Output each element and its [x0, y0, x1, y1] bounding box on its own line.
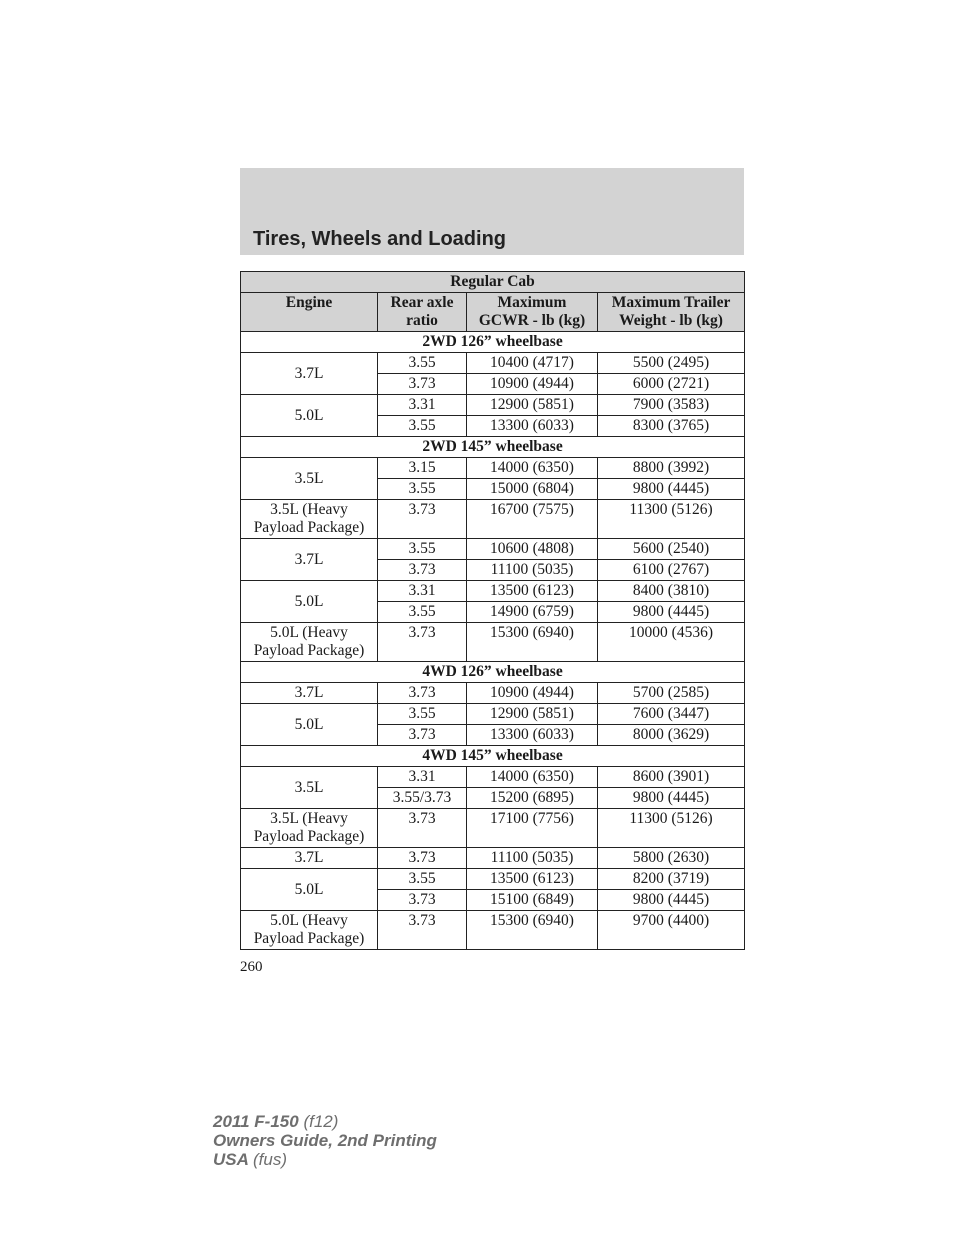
engine-cell: 5.0L [241, 869, 378, 911]
ratio-cell: 3.55 [378, 479, 467, 500]
table-row [241, 539, 745, 560]
page-number: 260 [240, 959, 263, 975]
footer-line-1: 2011 F-150 (f12) [213, 1112, 339, 1131]
header-engine: Engine [241, 293, 378, 332]
table-row [241, 458, 745, 479]
gcwr-cell: 15200 (6895) [467, 788, 598, 809]
gcwr-cell: 13500 (6123) [467, 869, 598, 890]
ratio-cell: 3.73 [378, 725, 467, 746]
footer-line-3: USA (fus) [213, 1150, 287, 1169]
gcwr-cell: 11100 (5035) [467, 848, 598, 869]
gcwr-cell: 15300 (6940) [467, 623, 598, 662]
gcwr-cell: 15100 (6849) [467, 890, 598, 911]
gcwr-cell: 13500 (6123) [467, 581, 598, 602]
engine-cell: 5.0L (Heavy Payload Package) [241, 623, 378, 662]
gcwr-cell: 13300 (6033) [467, 725, 598, 746]
gcwr-cell: 12900 (5851) [467, 704, 598, 725]
table-row [241, 395, 745, 416]
group-title: 4WD 145” wheelbase [241, 746, 745, 767]
gcwr-cell: 14000 (6350) [467, 767, 598, 788]
ratio-cell: 3.55 [378, 353, 467, 374]
trailer-weight-cell: 9800 (4445) [598, 788, 745, 809]
group-title: 2WD 145” wheelbase [241, 437, 745, 458]
table-row [241, 704, 745, 725]
engine-cell: 5.0L [241, 395, 378, 437]
trailer-weight-cell: 5700 (2585) [598, 683, 745, 704]
gcwr-cell: 13300 (6033) [467, 416, 598, 437]
table-row [241, 683, 745, 704]
footer [213, 1112, 437, 1169]
ratio-cell: 3.73 [378, 374, 467, 395]
trailer-weight-cell: 10000 (4536) [598, 623, 745, 662]
ratio-cell: 3.73 [378, 848, 467, 869]
gcwr-cell: 17100 (7756) [467, 809, 598, 848]
engine-cell: 3.7L [241, 848, 378, 869]
section-title: Tires, Wheels and Loading [253, 228, 507, 250]
header-max-trailer-weight: Maximum Trailer Weight - lb (kg) [598, 293, 745, 332]
table-row [241, 869, 745, 890]
group-row [241, 746, 745, 767]
table-row [241, 767, 745, 788]
trailer-weight-cell: 8300 (3765) [598, 416, 745, 437]
engine-cell: 3.5L (Heavy Payload Package) [241, 809, 378, 848]
engine-cell: 5.0L [241, 704, 378, 746]
gcwr-cell: 16700 (7575) [467, 500, 598, 539]
engine-cell: 3.7L [241, 353, 378, 395]
gcwr-cell: 14000 (6350) [467, 458, 598, 479]
table-row [241, 809, 745, 848]
ratio-cell: 3.55 [378, 416, 467, 437]
ratio-cell: 3.73 [378, 500, 467, 539]
gcwr-cell: 10900 (4944) [467, 683, 598, 704]
trailer-weight-cell: 11300 (5126) [598, 500, 745, 539]
trailer-weight-cell: 8800 (3992) [598, 458, 745, 479]
table-body [241, 332, 745, 950]
engine-cell: 5.0L [241, 581, 378, 623]
engine-cell: 3.7L [241, 539, 378, 581]
table-row [241, 623, 745, 662]
gcwr-cell: 12900 (5851) [467, 395, 598, 416]
table-caption: Regular Cab [241, 272, 745, 293]
trailer-weight-cell: 5500 (2495) [598, 353, 745, 374]
ratio-cell: 3.73 [378, 809, 467, 848]
trailer-weight-cell: 7900 (3583) [598, 395, 745, 416]
table-row [241, 500, 745, 539]
ratio-cell: 3.73 [378, 623, 467, 662]
ratio-cell: 3.55 [378, 539, 467, 560]
engine-cell: 5.0L (Heavy Payload Package) [241, 911, 378, 950]
trailer-weight-cell: 8600 (3901) [598, 767, 745, 788]
ratio-cell: 3.55 [378, 602, 467, 623]
footer-line-2: Owners Guide, 2nd Printing [213, 1131, 437, 1150]
group-title: 4WD 126” wheelbase [241, 662, 745, 683]
group-row [241, 437, 745, 458]
header-rear-axle-ratio: Rear axle ratio [378, 293, 467, 332]
group-row [241, 662, 745, 683]
ratio-cell: 3.73 [378, 911, 467, 950]
ratio-cell: 3.31 [378, 767, 467, 788]
group-row [241, 332, 745, 353]
gcwr-cell: 10400 (4717) [467, 353, 598, 374]
gcwr-cell: 10600 (4808) [467, 539, 598, 560]
table-row [241, 581, 745, 602]
ratio-cell: 3.31 [378, 581, 467, 602]
engine-cell: 3.5L [241, 458, 378, 500]
towing-spec-table [240, 271, 745, 950]
gcwr-cell: 14900 (6759) [467, 602, 598, 623]
trailer-weight-cell: 9800 (4445) [598, 602, 745, 623]
group-title: 2WD 126” wheelbase [241, 332, 745, 353]
section-header-band [240, 168, 744, 255]
trailer-weight-cell: 8400 (3810) [598, 581, 745, 602]
ratio-cell: 3.73 [378, 683, 467, 704]
engine-cell: 3.7L [241, 683, 378, 704]
trailer-weight-cell: 9800 (4445) [598, 479, 745, 500]
trailer-weight-cell: 9700 (4400) [598, 911, 745, 950]
gcwr-cell: 15000 (6804) [467, 479, 598, 500]
table-row [241, 353, 745, 374]
trailer-weight-cell: 5800 (2630) [598, 848, 745, 869]
trailer-weight-cell: 6000 (2721) [598, 374, 745, 395]
ratio-cell: 3.55/3.73 [378, 788, 467, 809]
trailer-weight-cell: 11300 (5126) [598, 809, 745, 848]
ratio-cell: 3.31 [378, 395, 467, 416]
trailer-weight-cell: 8200 (3719) [598, 869, 745, 890]
gcwr-cell: 15300 (6940) [467, 911, 598, 950]
ratio-cell: 3.55 [378, 704, 467, 725]
ratio-cell: 3.73 [378, 890, 467, 911]
gcwr-cell: 11100 (5035) [467, 560, 598, 581]
gcwr-cell: 10900 (4944) [467, 374, 598, 395]
trailer-weight-cell: 6100 (2767) [598, 560, 745, 581]
table-row [241, 848, 745, 869]
trailer-weight-cell: 8000 (3629) [598, 725, 745, 746]
table-row [241, 911, 745, 950]
trailer-weight-cell: 7600 (3447) [598, 704, 745, 725]
ratio-cell: 3.73 [378, 560, 467, 581]
engine-cell: 3.5L [241, 767, 378, 809]
engine-cell: 3.5L (Heavy Payload Package) [241, 500, 378, 539]
header-max-gcwr: Maximum GCWR - lb (kg) [467, 293, 598, 332]
ratio-cell: 3.55 [378, 869, 467, 890]
trailer-weight-cell: 5600 (2540) [598, 539, 745, 560]
trailer-weight-cell: 9800 (4445) [598, 890, 745, 911]
ratio-cell: 3.15 [378, 458, 467, 479]
